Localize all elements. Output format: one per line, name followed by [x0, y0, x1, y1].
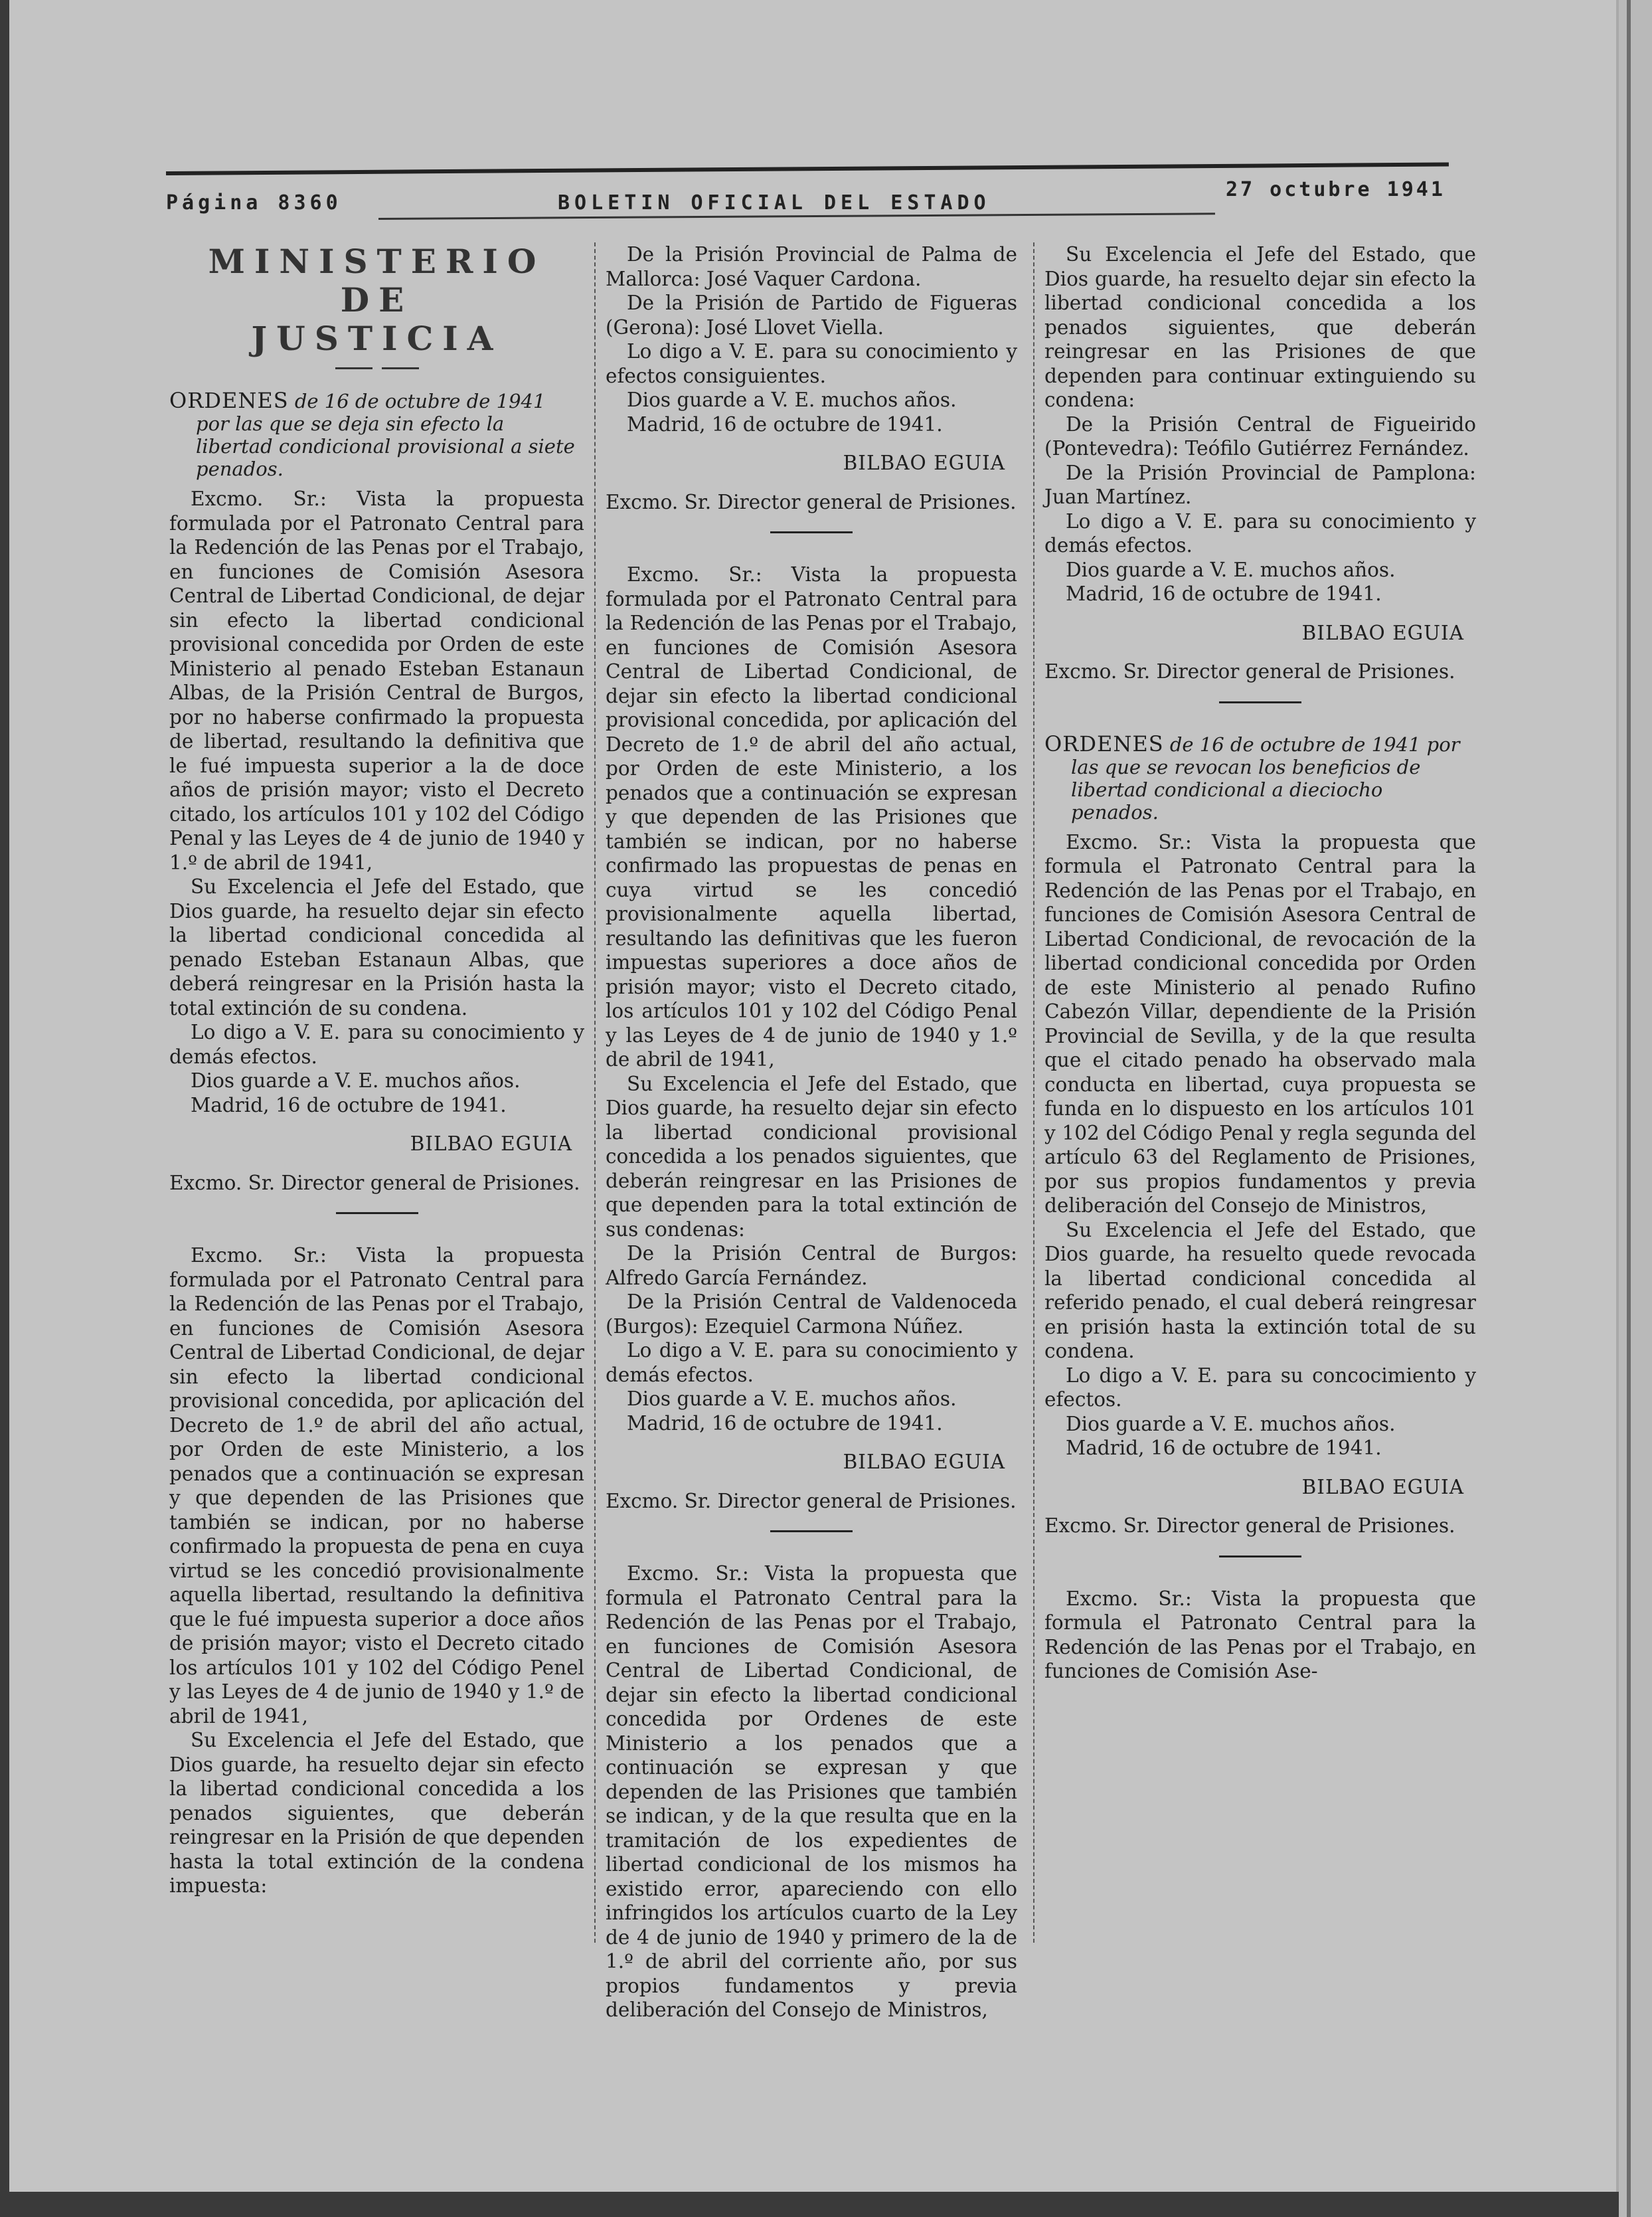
- page-number: Página 8360: [166, 191, 342, 215]
- decree-resolution: Su Excelencia el Jefe del Estado, que Dios guarde, ha resuelto dejar sin efecto la libertad condicional concedida a los penados siguientes, que deberán reingresar en la Prisión de que dependen hasta la total extinción de la condena impuesta:: [169, 1729, 584, 1897]
- signature: BILBAO EGUIA: [1301, 1475, 1464, 1498]
- signature: BILBAO EGUIA: [843, 1451, 1005, 1473]
- signature: BILBAO EGUIA: [843, 452, 1005, 474]
- section-separator: [1219, 1555, 1301, 1557]
- decree-place-date: Madrid, 16 de octubre de 1941.: [1066, 1437, 1382, 1459]
- prisoner-entry: De la Prisión Central de Valdenoceda (Burgos): Ezequiel Carmona Núñez.: [606, 1290, 1017, 1338]
- order-title-lead: ORDENES: [1044, 731, 1164, 756]
- order-title: [169, 389, 584, 480]
- order-title-text: de 16 de octubre de 1941 por las que se revocan los beneficios de libertad condicional a dieciocho penados.: [1071, 733, 1460, 824]
- ministry-heading-line1: MINISTERIO DE: [208, 242, 546, 319]
- column-separator: [1033, 242, 1034, 1943]
- section-separator: [336, 1212, 418, 1214]
- decree-resolution: Su Excelencia el Jefe del Estado, que Dios guarde, ha resuelto dejar sin efecto la libertad condicional concedida al penado Esteban Estanaun Albas, que deberá reingresar en la Prisión hasta la total extinción de su condena.: [169, 875, 584, 1020]
- decree-body: Excmo. Sr.: Vista la propuesta que formula el Patronato Central para la Redención de las Penas por el Trabajo, en funciones de Comisión Ase-: [1044, 1587, 1476, 1682]
- decree-closing: Lo digo a V. E. para su conocimiento y demás efectos.: [169, 1021, 584, 1068]
- decree-resolution: Su Excelencia el Jefe del Estado, que Dios guarde, ha resuelto quede revocada la libertad condicional concedida al referido penado, el cual deberá reingresar en prisión hasta la extinción total de su condena.: [1044, 1218, 1476, 1362]
- prisoner-entry: De la Prisión de Partido de Figueras (Gerona): José Llovet Viella.: [606, 292, 1017, 339]
- section-separator: [770, 1530, 853, 1532]
- decree-place-date: Madrid, 16 de octubre de 1941.: [191, 1093, 507, 1116]
- ministry-heading: [169, 242, 584, 358]
- decree-closing: Dios guarde a V. E. muchos años.: [1066, 558, 1396, 581]
- decree-place-date: Madrid, 16 de octubre de 1941.: [1066, 582, 1382, 605]
- decree-closing: Lo digo a V. E. para su concocimiento y efectos.: [1044, 1364, 1476, 1411]
- decree-closing: Dios guarde a V. E. muchos años.: [627, 389, 957, 411]
- decree-resolution: Su Excelencia el Jefe del Estado, que Dios guarde, ha resuelto dejar sin efecto la libertad condicional concedida a los penados siguientes, que deberán reingresar en las Prisiones de que dependen para continuar extinguiendo su condena:: [1044, 243, 1476, 411]
- column-2: [606, 242, 1017, 2022]
- column-separator: [594, 242, 596, 1943]
- order-title-lead: ORDENES: [169, 388, 289, 413]
- addressee: Excmo. Sr. Director general de Prisiones.: [606, 490, 1017, 513]
- binding-spine: [1627, 0, 1631, 2217]
- ministry-heading-line2: JUSTICIA: [251, 319, 503, 358]
- decree-closing: Lo digo a V. E. para su conocimiento y demás efectos.: [1044, 509, 1476, 557]
- decree-closing: Dios guarde a V. E. muchos años.: [191, 1069, 521, 1092]
- addressee: Excmo. Sr. Director general de Prisiones.: [1044, 1514, 1455, 1537]
- section-separator: [1219, 701, 1301, 703]
- decree-body: Excmo. Sr.: Vista la propuesta formulada por el Patronato Central para la Redención de las Penas por el Trabajo, en funciones de Comisión Asesora Central de Libertad Condicional, de dejar sin efecto la libertad condicional provisional concedida, por aplicación del Decreto de 1.º de abril del año actual, por Orden de este Ministerio, a los penados que a continuación se expresan y que dependen de las Prisiones que también se indican, por no haberse confirmado las propuestas de penas en cuya virtud se les concedió provisionalmente aquella libertad, resultando las definitivas que les fueron impuestas superiores a doce años de prisión mayor; visto el Decreto citado, los artículos 101 y 102 del Código Penal y las Leyes de 4 de junio de 1940 y 1.º de abril de 1941,: [606, 563, 1017, 1071]
- decree-closing: Lo digo a V. E. para su conocimiento y efectos consiguientes.: [606, 340, 1017, 387]
- signature: BILBAO EGUIA: [410, 1132, 572, 1155]
- column-3: [1044, 242, 1476, 1684]
- decree-closing: Dios guarde a V. E. muchos años.: [1066, 1412, 1396, 1435]
- decree-closing: Dios guarde a V. E. muchos años.: [627, 1387, 957, 1410]
- order-title: [1044, 733, 1476, 824]
- decree-closing: Lo digo a V. E. para su conocimiento y demás efectos.: [606, 1339, 1017, 1386]
- column-1: [169, 242, 584, 1898]
- addressee: Excmo. Sr. Director general de Prisiones.: [169, 1171, 580, 1194]
- decree-body: Excmo. Sr.: Vista la propuesta formulada por el Patronato Central para la Redención de las Penas por el Trabajo, en funciones de Comisión Asesora Central de Libertad Condicional, de dejar sin efecto la libertad condicional provisional concedida, por aplicación del Decreto de 1.º de abril del año actual, por Orden de este Ministerio, a los penados que a continuación se expresan y que dependen de las Prisiones que también se indican, por no haberse confirmado la propuesta de pena en cuya virtud se les concedió provisionalmente aquella libertad, resultando la definitiva que le fué impuesta superior a doce años de prisión mayor; visto el Decreto citado los artículos 101 y 102 del Código Penel y las Leyes de 4 de junio de 1940 y 1.º de abril de 1941,: [169, 1244, 584, 1728]
- decree-body: Excmo. Sr.: Vista la propuesta que formula el Patronato Central para la Redención de las Penas por el Trabajo, en funciones de Comisión Asesora Central de Libertad Condicional, de dejar sin efecto la libertad condicional concedida por Ordenes de este Ministerio a los penados que a continuación se expresan y que dependen de las Prisiones que también se indican, y de la que resulta que en la tramitación de los expedientes de libertad condicional de los mismos ha existido error, apareciendo con ello infringidos los artículos cuarto de la Ley de 4 de junio de 1940 y primero de la de 1.º de abril del corriente año, por sus propios fundamentos y previa deliberación del Consejo de Ministros,: [606, 1562, 1017, 2021]
- issue-date: 27 octubre 1941: [1226, 178, 1446, 201]
- decree-place-date: Madrid, 16 de octubre de 1941.: [627, 1411, 943, 1435]
- prisoner-entry: De la Prisión Provincial de Palma de Mallorca: José Vaquer Cardona.: [606, 243, 1017, 290]
- addressee: Excmo. Sr. Director general de Prisiones.: [606, 1489, 1017, 1512]
- prisoner-entry: De la Prisión Central de Burgos: Alfredo García Fernández.: [606, 1242, 1017, 1289]
- decree-resolution: Su Excelencia el Jefe del Estado, que Dios guarde, ha resuelto dejar sin efecto la libertad condicional provisional concedida a los penados siguientes, que deberán reingresar en las Prisiones de que dependen para la total extinción de sus condenas:: [606, 1072, 1017, 1241]
- prisoner-entry: De la Prisión Provincial de Pamplona: Juan Martínez.: [1044, 461, 1476, 508]
- prisoner-entry: De la Prisión Central de Figueirido (Pontevedra): Teófilo Gutiérrez Fernández.: [1044, 412, 1476, 460]
- decree-place-date: Madrid, 16 de octubre de 1941.: [627, 412, 943, 436]
- addressee: Excmo. Sr. Director general de Prisiones.: [1044, 660, 1455, 683]
- signature: BILBAO EGUIA: [1301, 621, 1464, 644]
- page-edge-shadow: [1619, 0, 1652, 2217]
- decree-body: Excmo. Sr.: Vista la propuesta formulada por el Patronato Central para la Redención de las Penas por el Trabajo, en funciones de Comisión Asesora Central de Libertad Condicional, de dejar sin efecto la libertad condicional provisional concedida por Orden de este Ministerio al penado Esteban Estanaun Albas, de la Prisión Central de Burgos, por no haberse confirmado la propuesta de libertad, resultando la definitiva que le fué impuesta superior a la de doce años de prisión mayor; visto el Decreto citado, los artículos 101 y 102 del Código Penal y las Leyes de 4 de junio de 1940 y 1.º de abril de 1941,: [169, 488, 584, 874]
- publication-title: BOLETIN OFICIAL DEL ESTADO: [558, 191, 991, 215]
- decree-body: Excmo. Sr.: Vista la propuesta que formula el Patronato Central para la Redención de las Penas por el Trabajo, en funciones de Comisión Asesora Central de Libertad Condicional, de revocación de la libertad condicional concedida por Orden de este Ministerio al penado Rufino Cabezón Villar, dependiente de la Prisión Provincial de Sevilla, y de la que resulta que el citado penado ha observado mala conducta en libertad, cuya propuesta se funda en lo dispuesto en los artículos 101 y 102 del Código Penal y regla segunda del artículo 63 del Reglamento de Prisiones, por sus propios fundamentos y previa deliberación del Consejo de Ministros,: [1044, 830, 1476, 1217]
- ministry-rule: [169, 367, 584, 369]
- section-separator: [770, 531, 853, 533]
- order-title-text: de 16 de octubre de 1941 por las que se deja sin efecto la libertad condicional provisional a siete penados.: [196, 390, 575, 480]
